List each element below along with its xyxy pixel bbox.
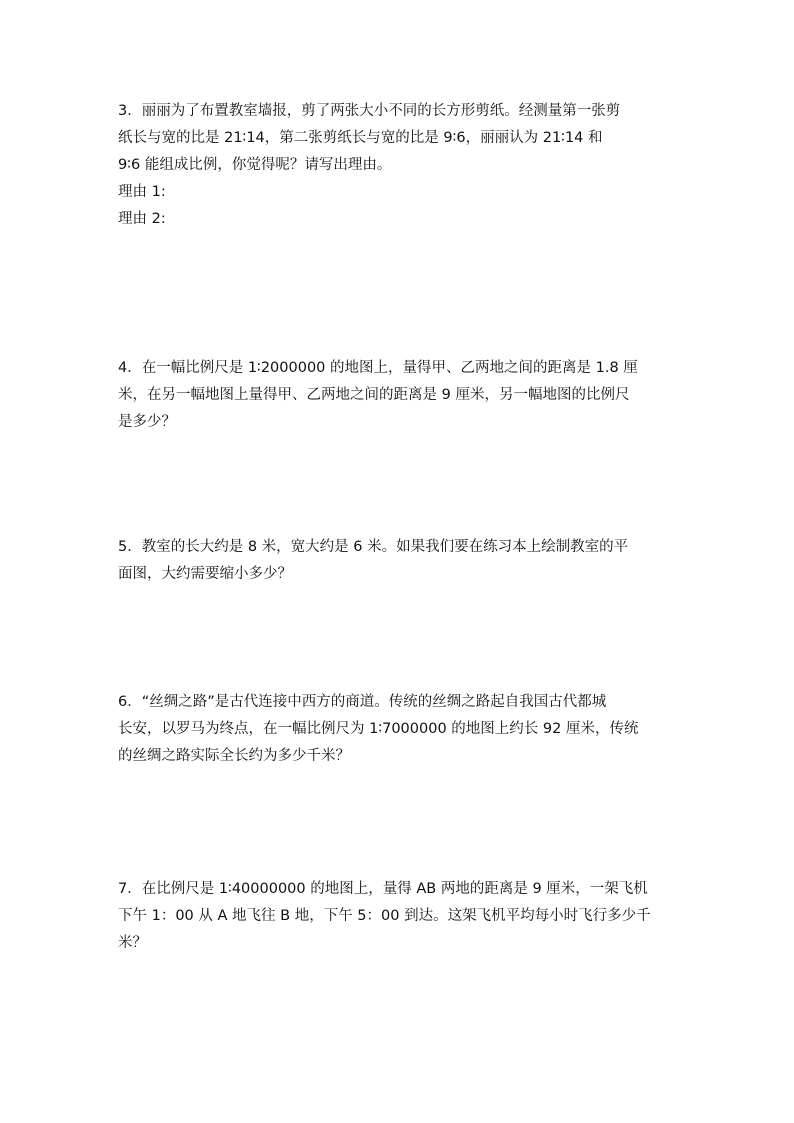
reason-2-label: 理由 2:	[118, 211, 166, 227]
problem-5-line-1: 5．教室的长大约是 8 米，宽大约是 6 米。如果我们要在练习本上绘制教室的平	[118, 539, 629, 555]
problem-5	[118, 534, 678, 588]
problem-3-line-3: 9∶6 能组成比例，你觉得呢？请写出理由。	[118, 157, 392, 173]
problem-7	[118, 876, 678, 957]
problem-4-line-3: 是多少？	[118, 414, 176, 430]
problem-3	[118, 98, 678, 233]
problem-3-line-1: 3．丽丽为了布置教室墙报，剪了两张大小不同的长方形剪纸。经测量第一张剪	[118, 103, 621, 119]
problem-7-line-1: 7．在比例尺是 1∶40000000 的地图上，量得 AB 两地的距离是 9 厘米，一架飞机	[118, 881, 648, 897]
problem-4-line-1: 4．在一幅比例尺是 1∶2000000 的地图上，量得甲、乙两地之间的距离是 1.8 厘	[118, 360, 638, 376]
problem-6-line-3: 的丝绸之路实际全长约为多少千米？	[118, 748, 350, 764]
problem-7-line-2: 下午 1：00 从 A 地飞往 B 地，下午 5：00 到达。这架飞机平均每小时飞行多少千	[118, 908, 651, 924]
problem-6-line-1: 6．“丝绸之路”是古代连接中西方的商道。传统的丝绸之路起自我国古代都城	[118, 694, 607, 710]
problem-6	[118, 689, 678, 770]
problem-4	[118, 355, 678, 436]
problem-6-line-2: 长安，以罗马为终点，在一幅比例尺为 1∶7000000 的地图上约长 92 厘米，传统	[118, 721, 639, 737]
problem-5-line-2: 面图，大约需要缩小多少？	[118, 566, 292, 582]
problem-4-line-2: 米，在另一幅地图上量得甲、乙两地之间的距离是 9 厘米，另一幅地图的比例尺	[118, 387, 630, 403]
problem-7-line-3: 米？	[118, 935, 147, 951]
reason-1-label: 理由 1:	[118, 184, 166, 200]
problem-3-line-2: 纸长与宽的比是 21∶14，第二张剪纸长与宽的比是 9∶6，丽丽认为 21∶14 和	[118, 130, 603, 146]
